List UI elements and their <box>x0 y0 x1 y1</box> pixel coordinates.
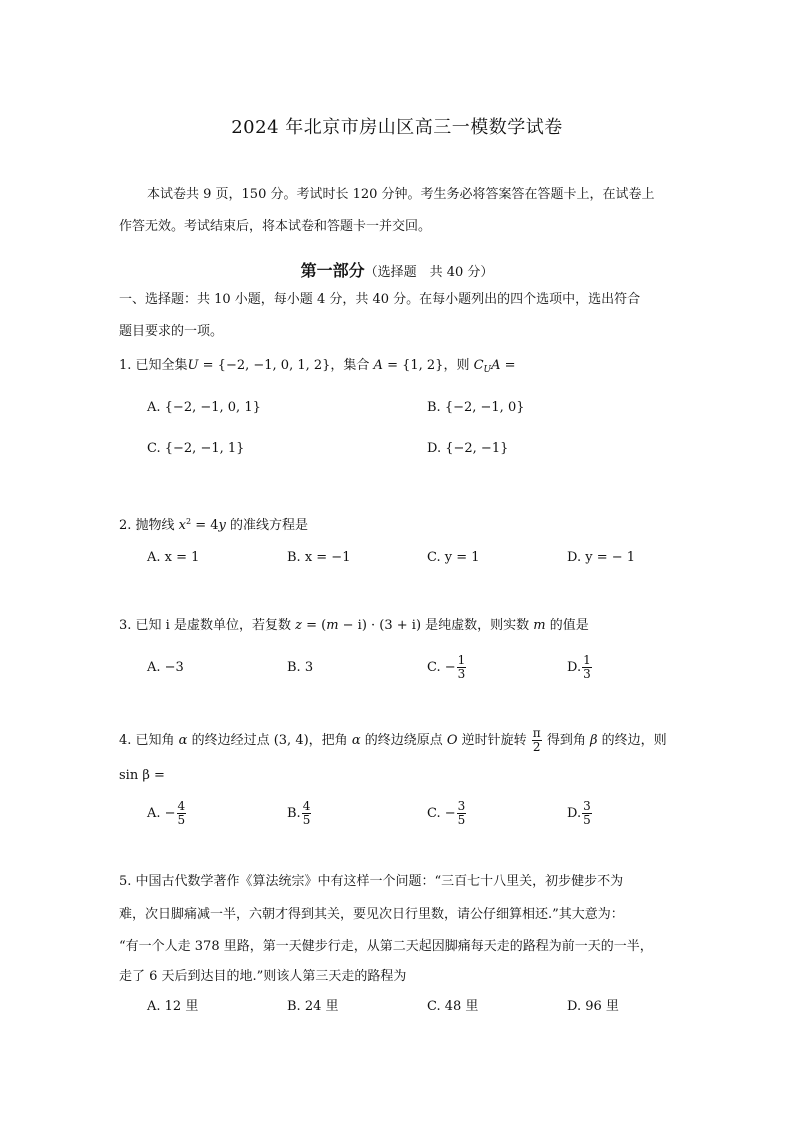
question-4-option-c: C. − $\frac{3}{5}$ <box>427 799 466 827</box>
question-3-option-a: A. −3 <box>147 660 184 675</box>
question-1-option-d: D. {−2, −1} <box>427 441 509 456</box>
question-3-option-c: C. − $\frac{1}{3}$ <box>427 653 466 681</box>
page-title: 2024 年北京市房山区高三一模数学试卷 <box>231 117 563 138</box>
question-2-option-b: B. x = −1 <box>287 550 351 565</box>
section-instruction-2: 题目要求的一项。 <box>119 324 224 339</box>
question-5-option-b: B. 24 里 <box>287 999 339 1014</box>
question-5-line-4: 走了 6 天后到达目的地.”则该人第三天走的路程为 <box>119 969 407 984</box>
question-2-stem: 2. 抛物线 $x^2 = 4y$ 的准线方程是 <box>119 517 309 533</box>
question-1-option-a: A. {−2, −1, 0, 1} <box>147 400 261 415</box>
question-4-option-d: D. $\frac{3}{5}$ <box>567 799 591 827</box>
part-title: 第一部分 <box>300 261 365 280</box>
part-note: （选择题 共 40 分） <box>364 265 494 280</box>
question-5-line-2: 难，次日脚痛减一半，六朝才得到其关，要见次日行里数，请公仔细算相还.”其大意为： <box>119 907 624 922</box>
question-4-stem-line-2: sin β = <box>119 768 165 783</box>
question-2-option-c: C. y = 1 <box>427 550 480 565</box>
question-1-option-b: B. {−2, −1, 0} <box>427 400 525 415</box>
question-1-stem: 1. 已知全集U = {−2, −1, 0, 1, 2}，集合 A = {1, 2}，则 $C_UA$ = <box>119 358 516 375</box>
question-5-option-d: D. 96 里 <box>567 999 619 1014</box>
question-3-option-d: D. $\frac{1}{3}$ <box>567 653 591 681</box>
intro-line-1: 本试卷共 9 页，150 分。考试时长 120 分钟。考生务必将答案答在答题卡上，在试卷上 <box>147 187 655 202</box>
question-5-option-a: A. 12 里 <box>147 999 199 1014</box>
question-4-stem: 4. 已知角 α 的终边经过点 (3, 4)，把角 α 的终边绕原点 O 逆时针旋转 $\frac{\pi}{2}$ 得到角 β 的终边，则 <box>119 726 667 754</box>
question-2-option-a: A. x = 1 <box>147 550 200 565</box>
section-instruction-1: 一、选择题：共 10 小题，每小题 4 分，共 40 分。在每小题列出的四个选项中，选出符合 <box>119 292 641 307</box>
question-4-option-a: A. − $\frac{4}{5}$ <box>147 799 186 827</box>
question-3-stem: 3. 已知 i 是虚数单位，若复数 z = (m − i) · (3 + i) 是纯虚数，则实数 m 的值是 <box>119 618 589 633</box>
question-3-option-b: B. 3 <box>287 660 314 675</box>
question-5-line-1: 5. 中国古代数学著作《算法统宗》中有这样一个问题：“三百七十八里关，初步健步不为 <box>119 874 624 889</box>
part-heading <box>0 258 794 281</box>
question-5-line-3: “有一个人走 378 里路，第一天健步行走，从第二天起因脚痛每天走的路程为前一天的一半， <box>119 939 653 954</box>
intro-line-2: 作答无效。考试结束后，将本试卷和答题卡一并交回。 <box>119 219 432 234</box>
question-1-option-c: C. {−2, −1, 1} <box>147 441 245 456</box>
question-5-option-c: C. 48 里 <box>427 999 479 1014</box>
question-2-option-d: D. y = − 1 <box>567 550 636 565</box>
question-4-option-b: B. $\frac{4}{5}$ <box>287 799 311 827</box>
